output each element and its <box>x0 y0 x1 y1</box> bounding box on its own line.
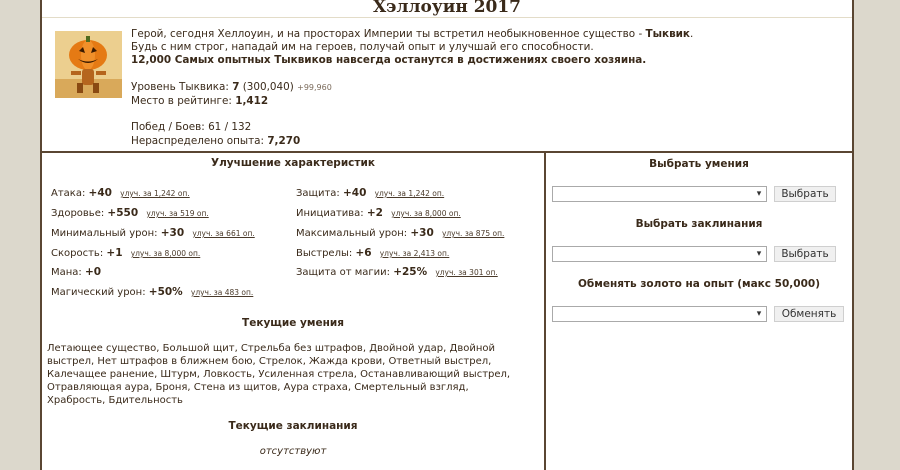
exchange-title: Обменять золото на опыт (макс 50,000) <box>577 278 820 290</box>
wins-row: Побед / Боев: 61 / 132 <box>131 121 252 133</box>
attr-health: Здоровье: +550 улуч. за 519 оп. <box>51 207 209 219</box>
intro-line2: Будь с ним строг, нападай им на героев, получай опыт и улучшай его способности. <box>131 41 594 53</box>
attr-magic-damage: Магический урон: +50% улуч. за 483 оп. <box>51 286 254 298</box>
creature-stats <box>131 81 332 148</box>
column-divider <box>544 151 546 470</box>
unspent-value: 7,270 <box>267 134 301 147</box>
exchange-select[interactable] <box>552 306 767 322</box>
upgrade-max-damage-link[interactable]: улуч. за 875 оп. <box>441 229 505 238</box>
chevron-down-icon: ▾ <box>756 249 762 259</box>
level-row: Уровень Тыквика: 7 (300,040) +99,960 <box>131 81 332 93</box>
choose-skills-title: Выбрать умения <box>649 158 749 170</box>
skills-title: Текущие умения <box>242 317 344 329</box>
spells-select[interactable] <box>552 246 767 262</box>
upgrade-magic-defense-link[interactable]: улуч. за 301 оп. <box>435 268 498 277</box>
intro-text <box>131 28 831 67</box>
attr-attack: Атака: +40 улуч. за 1,242 оп. <box>51 187 190 199</box>
upgrade-speed-link[interactable]: улуч. за 8,000 оп. <box>130 249 201 258</box>
upgrade-attack-link[interactable]: улуч. за 1,242 оп. <box>120 189 190 198</box>
attr-max-damage: Максимальный урон: +30 улуч. за 875 оп. <box>296 227 505 239</box>
unspent-row: Нераспределено опыта: 7,270 <box>131 134 301 147</box>
attr-initiative: Инициатива: +2 улуч. за 8,000 оп. <box>296 207 461 219</box>
attr-shots: Выстрелы: +6 улуч. за 2,413 оп. <box>296 247 450 259</box>
improve-title: Улучшение характеристик <box>211 157 375 169</box>
upgrade-shots-link[interactable]: улуч. за 2,413 оп. <box>379 249 450 258</box>
level-exp: (300,040) <box>242 81 294 93</box>
intro-line1: Герой, сегодня Хеллоуин, и на просторах Империи ты встретил необыкновенное существо - Тыквик. <box>131 28 694 40</box>
attr-min-damage: Минимальный урон: +30 улуч. за 661 оп. <box>51 227 255 239</box>
attr-defense: Защита: +40 улуч. за 1,242 оп. <box>296 187 445 199</box>
page-title: Хэллоуин 2017 <box>372 0 522 17</box>
upgrade-magic-damage-link[interactable]: улуч. за 483 оп. <box>190 288 254 297</box>
title-divider <box>42 17 852 18</box>
spells-title: Текущие заклинания <box>228 420 358 432</box>
main-panel <box>40 0 854 470</box>
level-next: +99,960 <box>297 83 332 92</box>
choose-spell-button[interactable]: Выбрать <box>774 246 836 262</box>
skills-select[interactable] <box>552 186 767 202</box>
chevron-down-icon: ▾ <box>756 189 762 199</box>
rank-value: 1,412 <box>235 94 269 107</box>
upgrade-initiative-link[interactable]: улуч. за 8,000 оп. <box>391 209 461 218</box>
attr-speed: Скорость: +1 улуч. за 8,000 оп. <box>51 247 201 259</box>
upgrade-min-damage-link[interactable]: улуч. за 661 оп. <box>192 229 255 238</box>
pumpkin-icon <box>55 31 122 98</box>
upgrade-defense-link[interactable]: улуч. за 1,242 оп. <box>374 189 445 198</box>
exchange-button[interactable]: Обменять <box>774 306 844 322</box>
pumpkin-creature-image <box>55 31 122 98</box>
chevron-down-icon: ▾ <box>756 309 762 319</box>
spells-none: отсутствуют <box>259 446 327 457</box>
creature-name: Тыквик <box>645 28 690 40</box>
choose-spells-title: Выбрать заклинания <box>635 218 763 230</box>
attr-magic-defense: Защита от магии: +25% улуч. за 301 оп. <box>296 266 498 278</box>
choose-skill-button[interactable]: Выбрать <box>774 186 836 202</box>
intro-line3: 12,000 Самых опытных Тыквиков навсегда останутся в достижениях своего хозяина. <box>131 54 647 66</box>
level-value: 7 <box>232 81 240 93</box>
rank-row: Место в рейтинге: 1,412 <box>131 94 269 107</box>
section-divider <box>42 151 852 153</box>
upgrade-health-link[interactable]: улуч. за 519 оп. <box>146 209 209 218</box>
skills-list: Летающее существо, Большой щит, Стрельба без штрафов, Двойной удар, Двойной выстрел, Нет штрафов в ближнем бою, Стрелок, Жажда крови, Ответный выстрел, Калечащее ранение, Штурм, Ловкость, Усиленная стрела, Останавливающий выстрел, Отравляющая аура, Броня, Стена из щитов, Аура страха, Смертельный взгляд, Храбрость, Бдительность <box>47 343 511 406</box>
attr-mana: Мана: +0 <box>51 266 102 278</box>
